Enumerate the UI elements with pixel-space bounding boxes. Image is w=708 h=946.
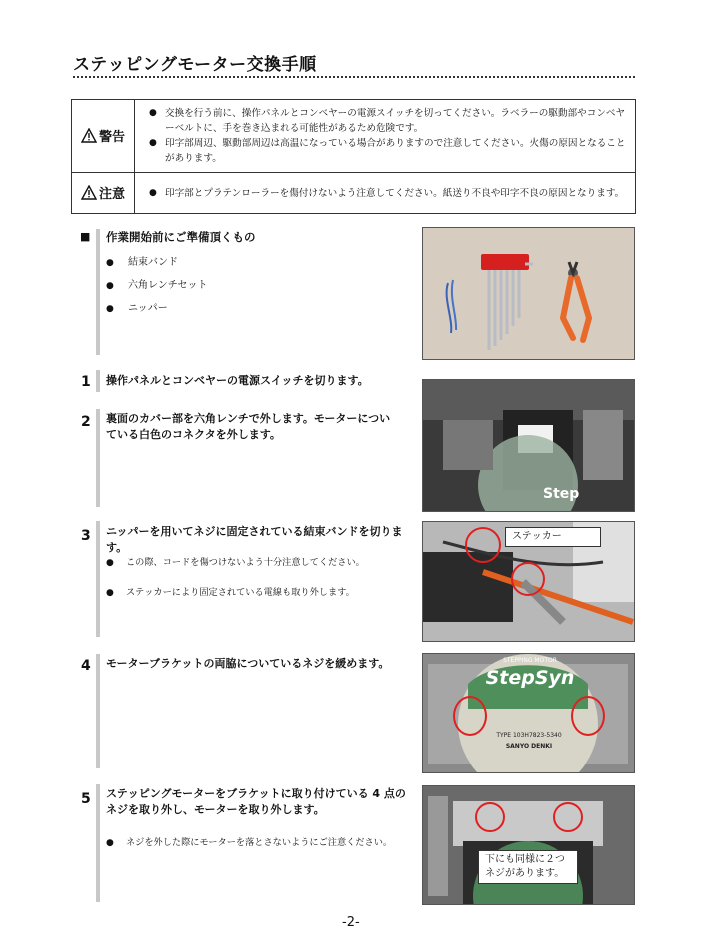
step-text: モーターブラケットの両脇についているネジを緩めます。 [106, 657, 390, 670]
tie-photo [422, 521, 635, 642]
warning-body [135, 100, 636, 173]
prep-heading: 作業開始前にご準備頂くもの [106, 230, 256, 244]
warning-item: ● 交換を行う前に、操作パネルとコンベヤーの電源スイッチを切ってください。ラベラーの駆動部やコンベヤーベルトに、手を巻き込まれる可能性があるため危険です。 [149, 106, 627, 136]
tool-item: ● 六角レンチセット [106, 280, 208, 291]
highlight-circle [475, 802, 505, 832]
warning-label: 警告 [98, 129, 125, 145]
bracket-photo [422, 785, 635, 905]
sticker-label: ステッカー [505, 527, 601, 547]
step-text: ニッパーを用いてネジに固定されている結束バンドを切ります。 [106, 525, 403, 554]
warning-triangle-icon [81, 128, 97, 147]
step-number: 1 [81, 374, 91, 390]
caution-row [72, 173, 636, 214]
motor-photo [422, 653, 635, 773]
warning-item: ● 印字部周辺、駆動部周辺は高温になっている場合がありますので注意してください。火傷の原因となることがあります。 [149, 136, 627, 166]
tool-label: 結束バンド [128, 257, 178, 268]
caution-triangle-icon [81, 185, 97, 204]
step-number: 3 [81, 528, 91, 544]
step-number: 2 [81, 414, 91, 430]
step-number: 5 [81, 791, 91, 807]
step-text: 操作パネルとコンベヤーの電源スイッチを切ります。 [106, 374, 369, 387]
motor-maker: SANYO DENKI [505, 743, 553, 750]
note-item: ● ネジを外した際にモーターを落とさないようにご注意ください。 [106, 837, 393, 848]
section-marker: ■ [80, 230, 91, 243]
highlight-circle [553, 802, 583, 832]
note-text: ステッカーにより固定されている電線も取り外します。 [126, 587, 355, 598]
step-bar [96, 654, 100, 768]
warning-label-cell [72, 100, 135, 173]
screw-note-label: 下にも同様に２つネジがあります。 [478, 850, 578, 884]
note-item: ● ステッカーにより固定されている電線も取り外します。 [106, 587, 355, 598]
tool-label: 六角レンチセット [128, 280, 208, 291]
tools-photo [422, 227, 635, 360]
motor-type: TYPE 103H7823-5340 [496, 732, 562, 739]
caution-item: ● 印字部とプラテンローラーを傷付けないよう注意してください。紙送り不良や印字不良の原因となります。 [149, 186, 627, 201]
tool-item: ● 結束バンド [106, 257, 178, 268]
step-bar [96, 370, 100, 392]
tool-label: ニッパー [128, 303, 168, 314]
note-item: ● この際、コードを傷つけないよう十分注意してください。 [106, 557, 365, 568]
note-text: この際、コードを傷つけないよう十分注意してください。 [126, 557, 365, 568]
caution-label: 注意 [98, 186, 125, 202]
page-title: ステッピングモーター交換手順 [73, 55, 317, 75]
step-bar [96, 521, 100, 637]
step-number: 4 [81, 658, 91, 674]
step-bar [96, 409, 100, 507]
highlight-circle [511, 562, 545, 596]
motor-brand: StepSyn [485, 667, 575, 689]
title-divider [73, 76, 635, 78]
warning-row [72, 100, 636, 173]
highlight-circle [465, 527, 501, 563]
warning-table [71, 99, 636, 214]
tool-item: ● ニッパー [106, 303, 168, 314]
note-text: ネジを外した際にモーターを落とさないようにご注意ください。 [126, 837, 393, 848]
section-bar [96, 229, 100, 355]
step-bar [96, 784, 100, 902]
step-text: ステッピングモーターをブラケットに取り付けている 4 点のネジを取り外し、モーターを取り外します。 [106, 787, 406, 816]
motor-top-text: STEPPING MOTOR [503, 657, 557, 664]
highlight-circle [571, 696, 605, 736]
caution-label-cell [72, 173, 135, 214]
highlight-circle [453, 696, 487, 736]
step-text: 裏面のカバー部を六角レンチで外します。モーターについている白色のコネクタを外します。 [106, 412, 391, 441]
cover-photo [422, 379, 635, 512]
svg-text:Step: Step [543, 486, 580, 502]
caution-body [135, 173, 636, 214]
page-number: -2- [342, 915, 360, 930]
